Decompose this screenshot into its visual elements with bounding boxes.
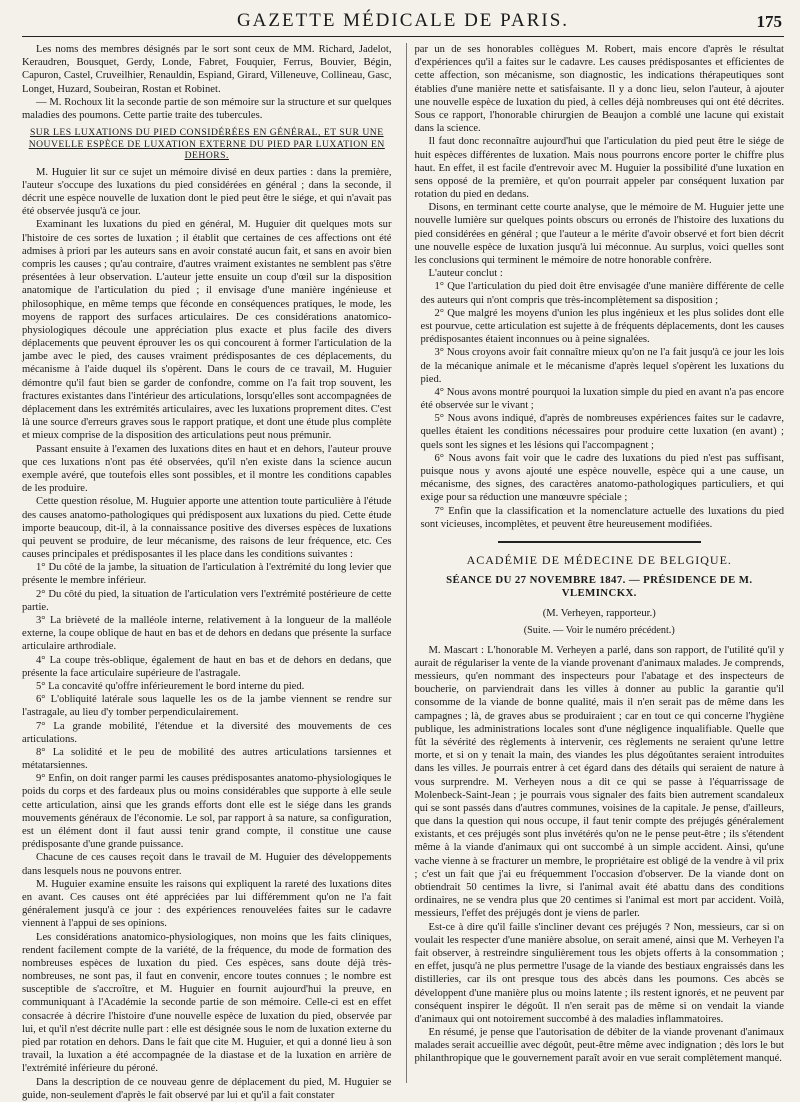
list-item: 4° La coupe très-oblique, également de haut en bas et de dehors en dedans, que présente la face articulaire supérieure de l'astragale. [22, 654, 392, 679]
conclusions-list [415, 280, 785, 531]
continuation-note: (Suite. — Voir le numéro précédent.) [523, 624, 675, 636]
journal-title: GAZETTE MÉDICALE DE PARIS. [236, 10, 570, 31]
list-item: 5° La concavité qu'offre inférieurement le bord interne du pied. [36, 680, 305, 692]
paragraph: Il faut donc reconnaître aujourd'hui que l'articulation du pied peut être le siége de huit espèces différentes de luxation. Mais nous pourrons encore porter le chiffre plus haut. En effet, il est facile d'entrevoir avec M. Huguier la possibilité d'une luxation en sens opposé de la première, et qu'on pourrait appeler par conséquent luxation par rotation du pied en dedans. [414, 136, 784, 201]
list-item: 5° Nous avons indiqué, d'après de nombreuses expériences faites sur le cadavre, quelles étaient les conditions nécessaires pour produire cette luxation (en avant) ; quels sont les signes et les lésions qui l'accompagnent ; [420, 413, 784, 451]
list-item: 7° Enfin que la classification et la nomenclature actuelle des luxations du pied sont vicieuses, incomplètes, et peuvent être heureusement modifiées. [420, 505, 784, 530]
list-item: 3° Nous croyons avoir fait connaître mieux qu'on ne l'a fait jusqu'à ce jour les lois de la mécanique animale et le mécanisme d'après lequel s'opèrent les luxations du pied. [420, 347, 784, 385]
separator-rule [498, 541, 701, 543]
list-item: 8° La solidité et le peu de mobilité des autres articulations tarsiennes et métatarsiennes. [22, 746, 392, 772]
paragraph: M. Huguier lit sur ce sujet un mémoire divisé en deux parties : dans la première, l'auteur s'occupe des luxations du pied considérées en général ; dans la seconde, il décrit une espèce nouvelle de luxation dont le pied peut être le siége, et qui n'avait pas été observée jusqu'à ce jour. [22, 166, 392, 218]
paragraph: par un de ses honorables collègues M. Robert, mais encore d'après le résultat d'expériences qu'il a faites sur le cadavre. Les causes prédisposantes et efficientes de cette affection, son mécanisme, son diagnostic, les indications thérapeutiques sont établies d'une manière nette et satisfaisante. Il y a donc lieu, selon l'auteur, à ajouter une nouvelle espèce de luxation du pied, à celles déjà nombreuses qui ont été décrites. Sous ce rapport, l'honorable chirurgien de Beaujon a comblé une lacune qui existait dans la science. [414, 44, 784, 135]
left-column [22, 43, 392, 1101]
paragraph: M. Huguier examine ensuite les raisons qui expliquent la rareté des luxations dites en avant. Ces causes ont été appréciées par lui différemment qu'on ne l'a fait généralement jusqu'à ce jour : des expériences renouvelées faites sur le cadavre viennent à l'appui de ses opinions. [22, 878, 392, 930]
list-item: 3° La brièveté de la malléole interne, relativement à la longueur de la malléole externe, la coupe oblique de haut en bas et de dehors en dedans que présente la surface articulaire arthrodiale. [22, 615, 392, 653]
paragraph: — M. Rochoux lit la seconde partie de son mémoire sur la structure et sur quelques maladies des poumons. Cette partie traite des tubercules. [22, 96, 392, 121]
paragraph: L'auteur conclut : [428, 268, 503, 280]
paragraph: Les considérations anatomico-physiologiques, non moins que les faits cliniques, rendent facilement compte de la variété, de la fréquence, du mode de formation des nombreuses espèces de luxation du pied. Ces espèces, sans doute déjà très-nombreuses, ne sont pas, il faut en convenir, encore toutes connues ; le nombre est susceptible de s'accroître, et M. Huguier en fournit aujourd'hui la preuve, en communiquant à l'Académie la seconde partie de son mémoire. Celle-ci est en effet consacrée à décrire l'histoire d'une nouvelle espèce de luxation du pied, observée par lui, et qu'il n'est décrite nulle part : elle est désignée sous le nom de luxation externe du pied par rotation en dehors. Dans le fait que cite M. Huguier, et qui a donné lieu à son travail, la luxation a été accompagnée de la diastase et de la luxation en arrière de l'extrémité inférieure du péroné. [22, 931, 392, 1075]
columns [22, 43, 784, 1101]
rapporteur-line: (M. Verheyen, rapporteur.) [542, 607, 656, 619]
list-item: 2° Que malgré les moyens d'union les plus ingénieux et les plus solides dont elle est pourvue, cette articulation est sujette à de fréquents déplacements, dont les causes prédisposantes étaient inconnues ou à peine signalées. [420, 307, 784, 346]
paragraph: Cette question résolue, M. Huguier apporte une attention toute particulière à l'étude des causes anatomo-pathologiques qui prédisposent aux luxations du pied. Cette étude importe beaucoup, dit-il, à la connaissance positive des diverses espèces de luxations qui peuvent se produire, de leur mécanisme, des raisons de leur fréquence, etc. Ces causes principales et prédisposantes il les place dans les conditions suivantes : [22, 496, 392, 561]
section-title-academie: ACADÉMIE DE MÉDECINE DE BELGIQUE. [466, 552, 732, 567]
paragraph: Disons, en terminant cette courte analyse, que le mémoire de M. Huguier jette une nouvelle lumière sur quelques points obscurs ou erronés de l'histoire des luxations du pied considérées en général ; que l'auteur a le mérite d'avoir observé et fort bien décrit une nouvelle espèce de luxation jusqu'à lui méconnue. Au surplus, voici quelles sont les conclusions qui terminent le mémoire de notre honorable confrère. [414, 202, 784, 266]
right-column [406, 43, 785, 1083]
list-item: 1° Du côté de la jambe, la situation de l'articulation à l'extrémité du long levier que présente le membre inférieur. [22, 562, 392, 587]
list-item: 1° Que l'articulation du pied doit être envisagée d'une manière différente de celle des auteurs qui n'ont compris que très-incomplètement sa disposition ; [420, 281, 784, 306]
paragraph: Est-ce à dire qu'il faille s'incliner devant ces préjugés ? Non, messieurs, car si on voulait les respecter d'une manière absolue, on serait amené, ainsi que M. Verheyen l'a fait observer, à restreindre singulièrement tous les objets offerts à la consommation ; en effet, jusqu'à ne plus permettre l'usage de la viande des bestiaux engraissés dans les distilleries, car ils ont presque tous des abcès dans les poumons. Ces abcès se développent d'une manière plus ou moins latente ; ils restent ignorés, et ne peuvent par conséquent inspirer le dégoût. Il n'en serait pas de même si on vendait la viande d'animaux qui ont notoirement succombé à des maladies inflammatoires. [414, 921, 784, 1025]
page-number: 175 [756, 12, 782, 31]
paragraph: Chacune de ces causes reçoit dans le travail de M. Huguier des développements dans lesquels nous ne pouvons entrer. [22, 852, 392, 877]
list-item: 6° Nous avons fait voir que le cadre des luxations du pied n'est pas suffisant, puisque nous y avons ajouté une espèce nouvelle, espèce qui a une cause, un mécanisme, des signes, des caractères anatomo-pathologiques particuliers, et qui exige pour sa réduction une manœuvre spéciale ; [420, 452, 784, 504]
list-item: 4° Nous avons montré pourquoi la luxation simple du pied en avant n'a pas encore été observée sur le vivant ; [420, 386, 784, 412]
paragraph: Examinant les luxations du pied en général, M. Huguier dit quelques mots sur l'histoire de ces sortes de luxation ; il établit que certaines de ces affections ont été admises à priori par les auteurs sans en avoir constaté aucun fait, et sans en avoir bien compris les causes ; qu'au contraire, d'autres vraiment existantes ne semblent pas s'être présentées à leur observation. L'auteur jette ensuite un coup d'œil sur la disposition anatomique de l'articulation du pied ; il envisage d'une manière ingénieuse et philosophique, en même temps que féconde en conséquences pratiques, le mode, les moyens de rapport des surfaces articulaires. De ces considérations anatomico-physiologiques découle une appréciation plus exacte et plus facile des divers déplacements que peuvent éprouver les os qui concourent à former l'articulation de la jambe avec le pied, des causes vraiment prédisposantes de ces déplacements, du mécanisme à l'aide duquel ils s'opèrent. Dans le cours de ce travail, M. Huguier démontre qu'il faut bien se garder de confondre, comme on l'a fait trop souvent, les fractures existantes dans l'intérieur des articulations, lorsqu'elles sont accompagnées de déplacement dans les extrémités articulaires, avec les luxations proprement dites. C'est là une source d'erreurs graves sous le rapport pratique, et dont une étude plus complète et mieux comprise de la disposition des articulations peut nous prémunir. [22, 219, 392, 442]
session-heading: SÉANCE DU 27 NOVEMBRE 1847. — PRÉSIDENCE DE M. VLEMINCKX. [446, 573, 753, 600]
section-heading: SUR LES LUXATIONS DU PIED CONSIDÉRÉES EN GÉNÉRAL, ET SUR UNE NOUVELLE ESPÈCE DE LUXATION EXTERNE DU PIED PAR LUXATION EN DEHORS. [28, 127, 385, 162]
paragraph: Les noms des membres désignés par le sort sont ceux de MM. Richard, Jadelot, Keraudren, Bousquet, Gerdy, Londe, Fabret, Fouquier, Ferrus, Bouvier, Bégin, Capuron, Castel, Cruveilhier, Renauldin, Espiand, Girard, Villeneuve, Collineau, Gasc, Longet, Huzard, Soubeiran, Rostan et Robinet. [22, 44, 392, 95]
list-item: 6° L'obliquité latérale sous laquelle les os de la jambe viennent se rendre sur l'astragale, au lieu d'y tomber perpendiculairement. [22, 694, 392, 719]
paragraph: Passant ensuite à l'examen des luxations dites en haut et en dehors, l'auteur prouve que ces luxations n'ont pas été observées, qu'il n'en existe dans la science aucun exemple avéré, que toutefois elles sont possibles, et il montre les conditions capables de les produire. [22, 443, 392, 495]
masthead [22, 10, 784, 37]
list-item: 9° Enfin, on doit ranger parmi les causes prédisposantes anatomo-physiologiques le poids du corps et des fardeaux plus ou moins considérables que supporte à elle seule cette articulation, ainsi que les grands efforts dont elle est le siége dans les grands mouvements généraux de l'économie. Le sol, par rapport à sa nature, sa configuration, est un élément dont il faut aussi tenir grand compte, il constitue une cause prédisposante d'une grande puissance. [22, 773, 392, 851]
paragraph: Dans la description de ce nouveau genre de déplacement du pied, M. Huguier se guide, non-seulement d'après le fait observé par lui et qu'il a fait constater [22, 1076, 392, 1101]
paragraph: En résumé, je pense que l'autorisation de débiter de la viande provenant d'animaux malades serait accueillie avec dégoût, peut-être même avec indignation ; dès lors le but philanthropique que le gouvernement paraît avoir en vue serait complètement manqué. [414, 1027, 784, 1065]
list-item: 2° Du côté du pied, la situation de l'articulation vers l'extrémité postérieure de cette partie. [22, 588, 392, 613]
paragraph: M. Mascart : L'honorable M. Verheyen a parlé, dans son rapport, de l'utilité qu'il y aurait de régulariser la vente de la viande provenant d'animaux malades. Je comprends, messieurs, qu'en nommant des inspecteurs pour l'abatage et des inspecteurs de boucherie, on parviendrait dans les villes à donner au public la garantie qu'il consomme de la viande de bonne qualité, mais il n'en serait pas de même dans les campagnes ; là, de graves abus se produiraient ; car en tout ce qui concerne l'hygiène publique, les administrations locales sont d'une négligence inqualifiable. Quelle que fût la sévérité des règlements à intervenir, ces règlements ne seraient qu'une lettre morte, et si on y tenait la main, des viandes les plus dégoûtantes seraient introduites dans les villes. Je pourrais entrer à cet égard dans des détails qui seraient de nature à vous surprendre. M. Verheyen nous a dit ce qui se passe à l'équarrissage de Molenbeck-Saint-Jean ; je pourrais vous signaler des faits bien autrement scandaleux qui se sont passés dans d'autres communes, voisines de la capitale. Je pense, d'ailleurs, que dans la question qui nous occupe, il faut tenir compte des préjugés généralement existants, et ces préjugés sont plus invétérés qu'on ne le pense peut-être ; ils s'étendent même à la viande d'animaux qui ont succombé à un simple accident. Ainsi, qu'une vache vienne à se fracturer un membre, le propriétaire est obligé de la vendre à vil prix ; c'est un fait que j'ai eu fréquemment l'occasion d'observer. De la viande dont on obtiendrait 50 centimes la livre, si l'animal avait été abattu dans des conditions ordinaires, ne se vendra plus que 20 centimes si l'animal est mort par accident. Voilà, messieurs, l'effet des préjugés dont je viens de parler. [414, 644, 784, 920]
list-item: 7° La grande mobilité, l'étendue et la diversité des mouvements de ces articulations. [22, 720, 392, 745]
